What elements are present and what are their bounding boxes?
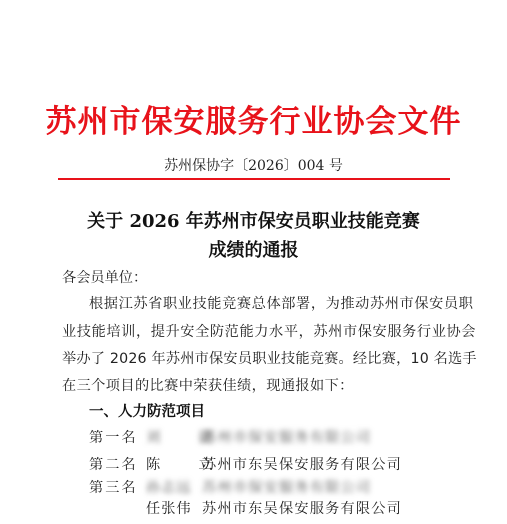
- winner-company-redacted: 苏州市保安服务有限公司: [202, 430, 372, 446]
- winner-company: 苏州市东吴保安服务有限公司: [202, 457, 403, 473]
- paragraph-line: 在三个项目的比赛中荣获佳绩，现通报如下：: [62, 378, 354, 394]
- winner-name: 陈 立: [146, 457, 225, 473]
- red-divider-line: [58, 178, 450, 180]
- notice-title-line-2: 成绩的通报: [208, 240, 299, 261]
- award-rank: 第三名: [89, 480, 138, 496]
- winner-company: 苏州市东吴保安服务有限公司: [202, 501, 403, 517]
- winner-name: 任张伟: [146, 501, 192, 517]
- paragraph-line: 业技能培训，提升安全防范能力水平，苏州市保安服务行业协会: [62, 324, 477, 340]
- winner-company-redacted: 苏州市保安服务有限公司: [202, 480, 372, 496]
- section-heading: 一、人力防范项目: [89, 404, 205, 420]
- winner-name-redacted: 孙志远: [146, 480, 192, 496]
- paragraph-line: 举办了 2026 年苏州市保安员职业技能竞赛。经比赛，10 名选手: [62, 351, 477, 367]
- award-rank: 第二名: [89, 457, 138, 473]
- document-number: 苏州保协字〔2026〕004 号: [164, 158, 343, 174]
- award-rank: 第一名: [89, 430, 138, 446]
- org-header-title: 苏州市保安服务行业协会文件: [45, 104, 462, 140]
- winner-name-redacted: 刘 捷: [146, 430, 225, 446]
- notice-title-line-1: 关于 2026 年苏州市保安员职业技能竞赛: [87, 211, 420, 232]
- paragraph-line: 根据江苏省职业技能竞赛总体部署，为推动苏州市保安员职: [89, 296, 474, 312]
- salutation: 各会员单位：: [62, 270, 148, 286]
